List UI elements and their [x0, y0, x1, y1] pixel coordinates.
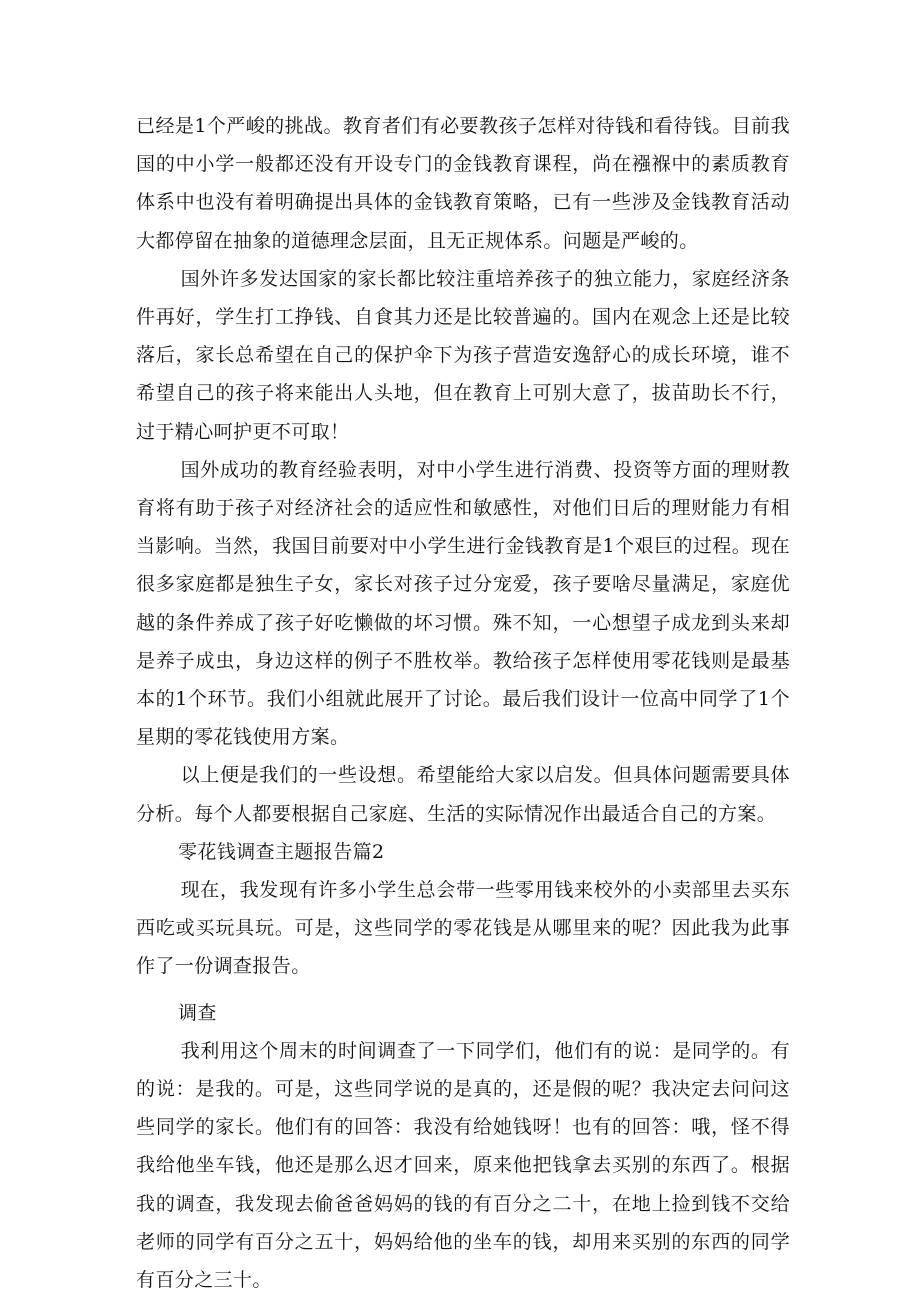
paragraph-money-education-challenge: 已经是1个严峻的挑战。教育者们有必要教孩子怎样对待钱和看待钱。目前我国的中小学一般都还没有开设专门的金钱教育课程，尚在襁褓中的素质教育体系中也没有着明确提出具体的金钱教育策略，已有一些涉及金钱教育活动大都停留在抽象的道德理念层面，且无正规体系。问题是严峻的。 [136, 115, 790, 252]
paragraph-report-intro: 现在，我发现有许多小学生总会带一些零用钱来校外的小卖部里去买东西吃或买玩具玩。可是，这些同学的零花钱是从哪里来的呢？因此我为此事作了一份调查报告。 [136, 879, 790, 978]
paragraph-financial-education: 国外成功的教育经验表明，对中小学生进行消费、投资等方面的理财教育将有助于孩子对经济社会的适应性和敏感性，对他们日后的理财能力有相当影响。当然，我国目前要对中小学生进行金钱教育是1个艰巨的过程。现在很多家庭都是独生子女，家长对孩子过分宠爱，孩子要啥尽量满足，家庭优越的条件养成了孩子好吃懒做的坏习惯。殊不知，一心想望子成龙到头来却是养子成虫，身边这样的例子不胜枚举。教给孩子怎样使用零花钱则是最基本的1个环节。我们小组就此展开了讨论。最后我们设计一位高中同学了1个星期的零花钱使用方案。 [136, 458, 790, 749]
paragraph-conclusion: 以上便是我们的一些设想。希望能给大家以启发。但具体问题需要具体分析。每个人都要根据自己家庭、生活的实际情况作出最适合自己的方案。 [136, 764, 790, 825]
paragraph-foreign-parents: 国外许多发达国家的家长都比较注重培养孩子的独立能力，家庭经济条件再好，学生打工挣钱、自食其力还是比较普遍的。国内在观念上还是比较落后，家长总希望在自己的保护伞下为孩子营造安逸舒心的成长环境，谁不希望自己的孩子将来能出人头地，但在教育上可别大意了，拔苗助长不行，过于精心呵护更不可取！ [136, 267, 790, 443]
document-body [136, 107, 790, 1299]
subheading-survey: 调查 [178, 1001, 217, 1024]
paragraph-survey-results: 我利用这个周末的时间调查了一下同学们，他们有的说：是同学的。有的说：是我的。可是，这些同学说的是真的，还是假的呢？我决定去问问这些同学的家长。他们有的回答：我没有给她钱呀！也有的回答：哦，怪不得我给他坐车钱，他还是那么迟才回来，原来他把钱拿去买别的东西了。根据我的调查，我发现去偷爸爸妈妈的钱的有百分之二十，在地上捡到钱不交给老师的同学有百分之五十，妈妈给他的坐车的钱，却用来买别的东西的同学有百分之三十。 [136, 1039, 790, 1292]
section-heading-report-2: 零花钱调查主题报告篇2 [178, 840, 385, 863]
